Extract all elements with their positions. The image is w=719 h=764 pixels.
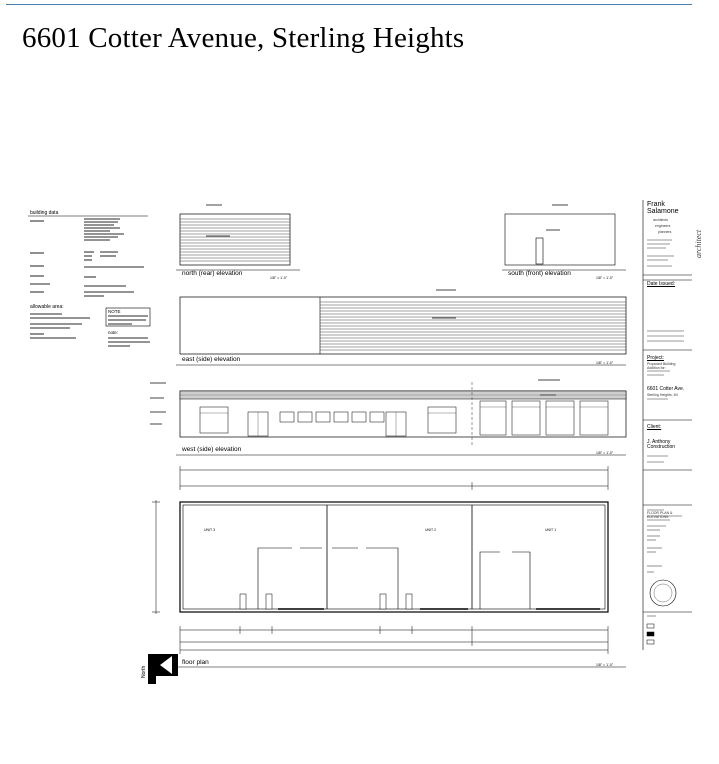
view-label-east: east (side) elevation bbox=[182, 356, 241, 363]
firm-name: Frank Salamone bbox=[647, 201, 679, 215]
project-city: Sterling Heights, MI bbox=[647, 393, 678, 397]
firm-role-1: architects bbox=[653, 218, 668, 222]
firm-role-2: engineers bbox=[655, 224, 671, 228]
allowable-area-title: allowable area: bbox=[30, 304, 64, 310]
view-label-west: west (side) elevation bbox=[182, 446, 242, 453]
firm-role-3: planners bbox=[658, 230, 672, 234]
unit-label: UNIT 2 bbox=[425, 528, 437, 532]
project-address: 6601 Cotter Ave. bbox=[647, 386, 685, 392]
north-arrow-label: North bbox=[141, 665, 147, 678]
sheet-title: FLOOR PLAN & ELEVATIONS bbox=[647, 511, 673, 519]
view-label-floor-plan: floor plan bbox=[182, 659, 209, 666]
view-label-south: south (front) elevation bbox=[508, 270, 571, 277]
scale-west: 1/8" = 1'-0" bbox=[596, 451, 614, 455]
unit-label: UNIT 1 bbox=[545, 528, 557, 532]
page-title: 6601 Cotter Avenue, Sterling Heights bbox=[22, 22, 465, 54]
scale-north: 1/8" = 1'-0" bbox=[270, 276, 288, 280]
architect-vertical: architect bbox=[694, 229, 703, 258]
unit-label: UNIT 3 bbox=[204, 528, 216, 532]
note-sub: note: bbox=[108, 330, 119, 335]
client-name: J. Anthony Construction bbox=[647, 439, 676, 450]
building-data-title: building data bbox=[30, 210, 59, 216]
project-desc: Proposed Building Addition for: bbox=[647, 362, 676, 370]
project-label: Project: bbox=[647, 355, 664, 361]
scale-east: 1/8" = 1'-0" bbox=[596, 361, 614, 365]
note-title: NOTE bbox=[108, 309, 121, 314]
scale-south: 1/8" = 1'-0" bbox=[596, 276, 614, 280]
client-label: Client: bbox=[647, 424, 662, 430]
date-issued-label: Date Issued: bbox=[647, 281, 676, 287]
view-label-north: north (rear) elevation bbox=[182, 270, 243, 277]
scale-floor-plan: 1/8" = 1'-0" bbox=[596, 663, 614, 667]
